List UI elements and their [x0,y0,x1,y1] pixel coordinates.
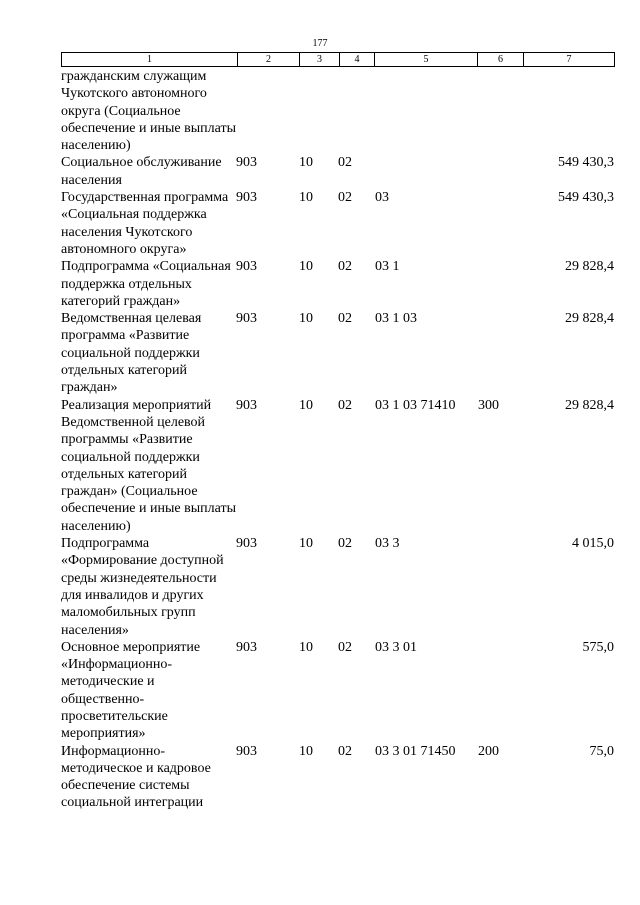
table-row [61,154,614,189]
row-section-code: 10 [299,397,313,413]
column-header-2: 2 [238,53,300,67]
row-amount: 575,0 [582,639,614,655]
table-row [61,310,614,396]
table-row [61,743,614,812]
column-header-row [62,53,615,67]
table-row [61,189,614,258]
row-name: гражданским служащим Чукотского автономного округа (Социальное обеспечение и иные выплаты населению) [61,69,236,154]
row-subsection-code: 02 [338,259,352,275]
column-header-5: 5 [375,53,478,67]
row-type-code: 200 [478,743,499,759]
row-ministry-code: 903 [236,397,257,413]
row-section-code: 10 [299,536,313,552]
table-row [61,639,614,743]
row-name: Ведомственная целевая программа «Развитие социальной поддержки отдельных категорий граждан» [61,311,202,396]
column-header-table [61,52,615,67]
row-name: Основное мероприятие «Информационно-методические и общественно-просветительские мероприятия» [61,639,201,742]
column-header-3: 3 [300,53,340,67]
row-subsection-code: 02 [338,536,352,552]
row-subsection-code: 02 [338,639,352,655]
row-name: Реализация мероприятий Ведомственной целевой программы «Развитие социальной поддержки отдельных категорий граждан» (Социальное обеспечение и иные выплаты населению) [61,397,236,534]
row-ministry-code: 903 [236,536,257,552]
row-amount: 75,0 [589,743,614,759]
row-target-code: 03 1 [375,259,400,275]
row-amount: 549 430,3 [558,190,614,206]
row-target-code: 03 1 03 [375,311,417,327]
row-ministry-code: 903 [236,155,257,171]
row-section-code: 10 [299,190,313,206]
row-name: Информационно-методическое и кадровое обеспечение системы социальной интеграции [61,743,211,811]
column-header-4: 4 [340,53,375,67]
column-header-1: 1 [62,53,238,67]
row-amount: 549 430,3 [558,155,614,171]
row-ministry-code: 903 [236,259,257,275]
row-section-code: 10 [299,259,313,275]
column-header-6: 6 [478,53,524,67]
row-section-code: 10 [299,155,313,171]
row-amount: 29 828,4 [565,311,614,327]
row-name: Социальное обслуживание населения [61,155,222,188]
row-type-code: 300 [478,397,499,413]
row-name: Подпрограмма «Социальная поддержка отдельных категорий граждан» [61,259,231,309]
row-name: Подпрограмма «Формирование доступной среды жизнедеятельности для инвалидов и других маломобильных групп населения» [61,536,224,638]
row-target-code: 03 1 03 71410 [375,397,456,413]
row-ministry-code: 903 [236,743,257,759]
row-amount: 29 828,4 [565,259,614,275]
row-amount: 29 828,4 [565,397,614,413]
column-header-7: 7 [524,53,615,67]
row-subsection-code: 02 [338,311,352,327]
table-row [61,397,614,535]
row-subsection-code: 02 [338,397,352,413]
row-target-code: 03 [375,190,389,206]
row-subsection-code: 02 [338,743,352,759]
row-ministry-code: 903 [236,190,257,206]
page-number: 177 [312,38,328,49]
budget-table-body [61,68,614,812]
row-ministry-code: 903 [236,639,257,655]
row-target-code: 03 3 01 71450 [375,743,456,759]
row-subsection-code: 02 [338,190,352,206]
table-row [61,258,614,310]
row-target-code: 03 3 01 [375,639,417,655]
row-section-code: 10 [299,743,313,759]
row-name: Государственная программа «Социальная поддержка населения Чукотского автономного округа» [61,190,229,257]
row-subsection-code: 02 [338,155,352,171]
row-ministry-code: 903 [236,311,257,327]
table-row [61,68,614,154]
table-row [61,535,614,639]
row-section-code: 10 [299,639,313,655]
row-amount: 4 015,0 [572,536,614,552]
row-target-code: 03 3 [375,536,400,552]
row-section-code: 10 [299,311,313,327]
